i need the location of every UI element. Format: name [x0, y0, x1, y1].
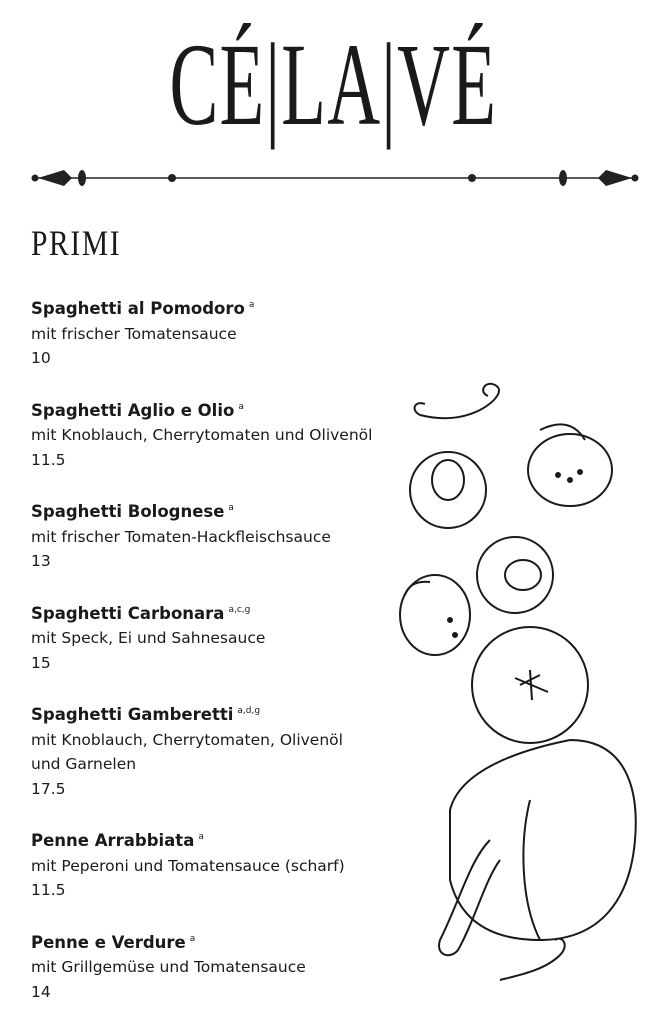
allergen-codes: a [228, 503, 234, 513]
dish-description: mit Speck, Ei und Sahnesauce [31, 629, 266, 647]
dish-name: Penne Arrabbiata [31, 831, 195, 850]
allergen-codes: a,c,g [228, 604, 251, 615]
dish-name: Spaghetti Carbonara [31, 603, 225, 623]
dish-name: Penne e Verdure [31, 932, 186, 952]
dish-price: 17.5 [31, 779, 66, 798]
tomato-icon [472, 627, 588, 743]
dish-price: 15 [31, 653, 51, 672]
allergen-codes: a,d,g [237, 706, 261, 716]
mushroom-icon [477, 537, 553, 613]
dish-name: Spaghetti Gamberetti [31, 705, 234, 724]
allergen-codes: a [198, 832, 204, 842]
mushroom-icon [528, 424, 612, 506]
mushroom-icon [400, 575, 470, 655]
dish-name: Spaghetti Bolognese [31, 502, 225, 521]
menu-item [31, 699, 431, 801]
bell-pepper-icon [439, 740, 636, 955]
dish-price: 14 [31, 982, 51, 1001]
dish-description: mit frischer Tomatensauce [31, 324, 237, 343]
dish-price: 11.5 [31, 881, 66, 899]
dish-description: mit frischer Tomaten-Hackfleischsauce [31, 527, 331, 546]
allergen-codes: a [248, 300, 255, 310]
dish-price: 10 [31, 349, 51, 367]
menu-item [31, 293, 431, 371]
menu-list [31, 293, 431, 1028]
menu-item [31, 598, 431, 676]
swirl-ornament-icon [415, 384, 499, 418]
section-title: PRIMI [31, 223, 122, 263]
dish-price: 13 [31, 552, 51, 570]
dish-name: Spaghetti al Pomodoro [31, 299, 245, 318]
dish-price: 11.5 [31, 450, 66, 469]
restaurant-logo: CÉ|LA|VÉ [169, 19, 498, 150]
dish-description: mit Knoblauch, Cherrytomaten, Olivenöl und Garnelen [31, 730, 343, 773]
allergen-codes: a [238, 401, 244, 412]
mushroom-icon [410, 452, 486, 528]
dish-name: Spaghetti Aglio e Olio [31, 400, 235, 420]
menu-item [31, 927, 431, 1005]
menu-item [31, 825, 431, 903]
allergen-codes: a [189, 933, 196, 944]
ornamental-divider [30, 165, 640, 193]
dish-description: mit Grillgemüse und Tomatensauce [31, 958, 306, 976]
dish-description: mit Knoblauch, Cherrytomaten und Olivenöl [31, 426, 373, 444]
menu-item [31, 395, 431, 473]
swirl-ornament-icon [500, 939, 565, 980]
vegetable-illustration [380, 380, 640, 1000]
menu-item [31, 496, 431, 574]
dish-description: mit Peperoni und Tomatensauce (scharf) [31, 856, 345, 875]
